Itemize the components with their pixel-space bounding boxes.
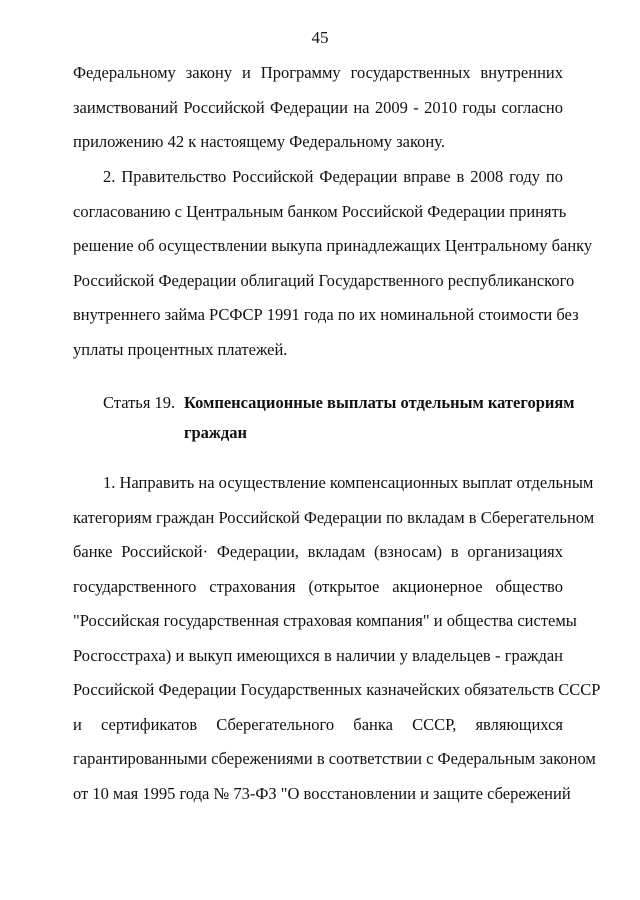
text-line: от 10 мая 1995 года № 73-ФЗ "О восстановлении и защите сбережений xyxy=(73,783,571,803)
text-line: Российской Федерации облигаций Государственного республиканского xyxy=(73,270,575,290)
text-line: приложению 42 к настоящему Федеральному закону. xyxy=(73,132,445,151)
article-title-line: Компенсационные выплаты отдельным категориям xyxy=(184,393,575,412)
text-line: Российской Федерации Государственных казначейских обязательств СССР xyxy=(73,680,601,699)
paragraph-article-19-1 xyxy=(73,466,601,811)
text-line: и сертификатов Сберегательного банка СССР, являющихся xyxy=(73,714,563,734)
text-line: гарантированными сбережениями в соответствии с Федеральным законом xyxy=(73,749,596,768)
text-line: Росгосстраха) и выкуп имеющихся в наличии у владельцев - граждан xyxy=(73,645,563,665)
text-line: 1. Направить на осуществление компенсационных выплат отдельным xyxy=(103,473,594,492)
text-line: государственного страхования (открытое акционерное общество xyxy=(73,576,563,596)
paragraph-2 xyxy=(73,160,593,367)
paragraph-intro xyxy=(73,56,563,160)
text-line: уплаты процентных платежей. xyxy=(73,339,288,359)
text-line: согласованию с Центральным банком Российской Федерации принять xyxy=(73,201,567,221)
text-line: 2. Правительство Российской Федерации вправе в 2008 году по xyxy=(103,167,563,186)
text-line: заимствований Российской Федерации на 2009 - 2010 годы согласно xyxy=(73,97,563,117)
text-line: Федеральному закону и Программу государственных внутренних xyxy=(73,63,563,82)
page-number: 45 xyxy=(311,28,329,47)
text-line: категориям граждан Российской Федерации по вкладам в Сберегательном xyxy=(73,507,595,527)
text-line: "Российская государственная страховая компания" и общества системы xyxy=(73,611,577,630)
text-line: банке Российской· Федерации, вкладам (взносам) в организациях xyxy=(73,542,563,561)
text-line: решение об осуществлении выкупа принадлежащих Центральному банку xyxy=(73,236,593,255)
article-title xyxy=(184,388,575,448)
text-line: внутреннего займа РСФСР 1991 года по их номинальной стоимости без xyxy=(73,305,579,324)
article-title-line: граждан xyxy=(184,423,247,442)
article-label: Статья 19. xyxy=(103,393,176,412)
